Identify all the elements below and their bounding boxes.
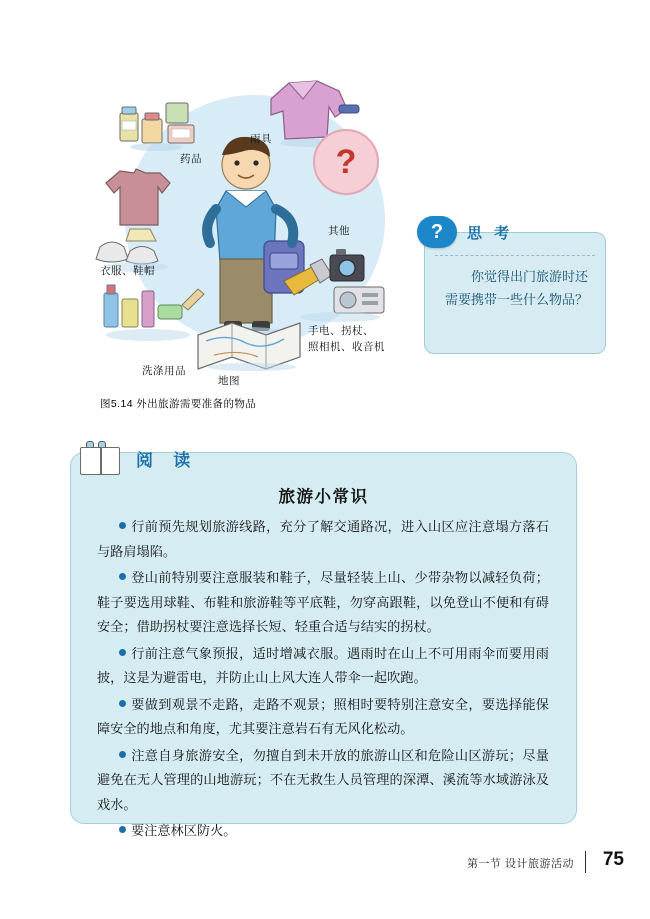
- bullet-icon: [119, 700, 126, 707]
- open-book-shape: [80, 447, 120, 475]
- bullet-icon: [119, 573, 126, 580]
- reading-paragraph-text: 行前注意气象预报，适时增减衣服。遇雨时在山上不可用雨伞而要用雨披，这是为避雷电，并防止山上风大连人带伞一起吹跑。: [97, 645, 549, 685]
- reading-paragraph: [97, 744, 549, 818]
- reading-paragraph: [97, 642, 549, 691]
- book-icon: [76, 441, 122, 475]
- travel-items-illustration: [70, 55, 460, 385]
- label-clothes-hats: 衣服、鞋帽: [100, 265, 155, 277]
- think-box-header: [417, 215, 613, 249]
- reading-paragraph: [97, 819, 549, 844]
- think-box-title: 思 考: [467, 224, 514, 242]
- reading-paragraph: [97, 693, 549, 742]
- reading-paragraph-text: 登山前特别要注意服装和鞋子，尽量轻装上山、少带杂物以减轻负荷；鞋子要选用球鞋、布鞋和旅游鞋等平底鞋，勿穿高跟鞋，以免登山不便和有碍安全；借助拐杖要注意选择长短、轻重合适与结实的拐杖。: [97, 570, 549, 634]
- reading-body: [97, 515, 549, 846]
- footer-section-title: 第一节 设计旅游活动: [466, 858, 574, 870]
- label-map: 地图: [218, 375, 240, 387]
- think-box-text: 你觉得出门旅游时还需要携带一些什么物品？: [445, 269, 589, 307]
- reading-header-title: 阅 读: [136, 450, 199, 470]
- label-rain-gear: 雨具: [250, 133, 272, 145]
- reading-paragraph-text: 行前预先规划旅游线路，充分了解交通路况，进入山区应注意塌方落石与路肩塌陷。: [97, 519, 549, 559]
- page-footer: [0, 845, 650, 885]
- reading-box: [70, 452, 577, 838]
- figure-caption: 图5.14 外出旅游需要准备的物品: [100, 398, 257, 410]
- think-box: [424, 220, 606, 354]
- reading-paragraph-text: 要做到观景不走路，走路不观景；照相时要特别注意安全，要选择能保障安全的地点和角度，尤其要注意岩石有无风化松动。: [97, 696, 549, 736]
- label-flashlight-line2: 照相机、收音机: [308, 341, 385, 353]
- bullet-icon: [119, 522, 126, 529]
- page-number: 75: [602, 849, 624, 870]
- label-other: 其他: [328, 225, 350, 237]
- bullet-icon: [119, 751, 126, 758]
- reading-paragraph: [97, 515, 549, 564]
- question-badge-icon: ?: [417, 216, 457, 248]
- label-medicine: 药品: [180, 153, 202, 165]
- question-mark-circle: ?: [313, 129, 379, 195]
- bullet-icon: [119, 649, 126, 656]
- reading-title: 旅游小常识: [278, 487, 369, 506]
- clothes-hats-icon: [90, 167, 186, 277]
- reading-paragraph-text: 注意自身旅游安全，勿擅自到未开放的旅游山区和危险山区游玩；尽量避免在无人管理的山地游玩；不在无救生人员管理的深潭、溪流等水域游泳及戏水。: [97, 747, 549, 812]
- reading-paragraph-text: 要注意林区防火。: [131, 823, 237, 838]
- think-box-divider: [435, 255, 595, 256]
- reading-header: [76, 440, 256, 476]
- map-icon: [192, 301, 312, 371]
- bullet-icon: [119, 826, 126, 833]
- label-wash-supplies: 洗涤用品: [142, 365, 186, 377]
- footer-divider: [585, 851, 587, 873]
- label-flashlight-line1: 手电、拐杖、: [308, 325, 374, 337]
- reading-paragraph: [97, 566, 549, 640]
